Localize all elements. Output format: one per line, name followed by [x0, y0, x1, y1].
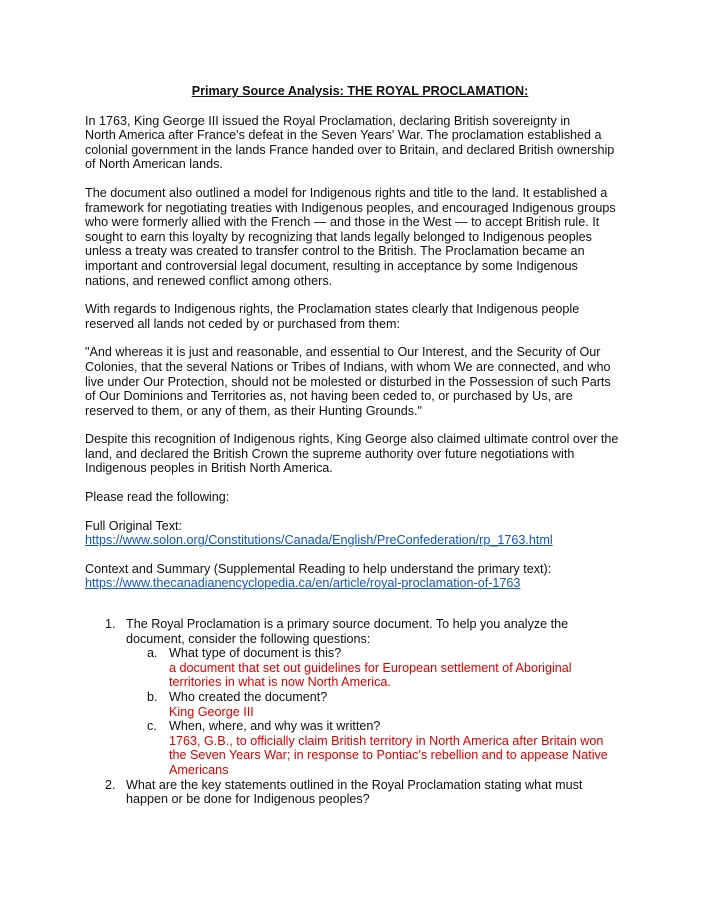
question-text: document, consider the following questions:: [126, 631, 371, 646]
answer-text: a document that set out guidelines for European settlement of Aboriginal: [169, 660, 572, 675]
question-text: happen or be done for Indigenous peoples?: [126, 792, 370, 807]
crown-control-paragraph: [85, 432, 635, 476]
context-label: Context and Summary (Supplemental Reading to help understand the primary text):: [85, 561, 552, 576]
answer-text: Americans: [169, 762, 229, 777]
text-line: With regards to Indigenous rights, the Proclamation states clearly that Indigenous people: [85, 302, 580, 317]
context-reference: [85, 562, 635, 591]
question-list: [85, 617, 635, 807]
text-line: framework for negotiating treaties with Indigenous peoples, and encouraged Indigenous groups: [85, 200, 616, 215]
text-line: In 1763, King George III issued the Royal Proclamation, declaring British sovereignty in: [85, 113, 571, 128]
please-read-label: Please read the following:: [85, 490, 230, 505]
full-text-label: Full Original Text:: [85, 518, 183, 533]
question-number: 1.: [105, 617, 116, 632]
document-body: [85, 84, 635, 807]
text-line: live under Our Protection, should not be molested or disturbed in the Possession of such Parts: [85, 374, 611, 389]
text-line: of Our Dominions and Territories as, not having been ceded to, or purchased by Us, are: [85, 389, 573, 404]
text-line: land, and declared the British Crown the supreme authority over future negotiations with: [85, 446, 575, 461]
text-line: Colonies, that the several Nations or Tribes of Indians, with whom We are connected, and who: [85, 359, 611, 374]
text-line: reserved to them, or any of them, as their Hunting Grounds.": [85, 403, 422, 418]
text-line: unless a treaty was created to transfer control to the British. The Proclamation became an: [85, 244, 585, 259]
sub-question-item: [126, 690, 635, 719]
proclamation-quote: [85, 345, 635, 418]
full-text-link[interactable]: https://www.solon.org/Constitutions/Canada/English/PreConfederation/rp_1763.html: [85, 533, 553, 548]
sub-question-list: [126, 646, 635, 777]
sub-question-letter: b.: [147, 690, 158, 704]
answer-text: territories in what is now North America.: [169, 675, 391, 690]
text-line: nations, and renewed conflict among others.: [85, 273, 333, 288]
question-number: 2.: [105, 777, 116, 792]
sub-question-letter: a.: [147, 646, 158, 661]
sub-question-item: [126, 646, 635, 690]
context-link[interactable]: https://www.thecanadianencyclopedia.ca/en/article/royal-proclamation-of-1763: [85, 576, 521, 591]
text-line: The document also outlined a model for Indigenous rights and title to the land. It established a: [85, 185, 608, 200]
text-line: "And whereas it is just and reasonable, and essential to Our Interest, and the Security of Our: [85, 345, 601, 360]
question-text: The Royal Proclamation is a primary source document. To help you analyze the: [126, 617, 569, 632]
sub-question-text: Who created the document?: [169, 690, 328, 704]
full-text-reference: [85, 519, 635, 548]
text-line: North America after France's defeat in the Seven Years' War. The proclamation established a: [85, 128, 602, 143]
text-line: colonial government in the lands France handed over to Britain, and declared British ownership: [85, 142, 615, 157]
text-line: Despite this recognition of Indigenous rights, King George also claimed ultimate control over the: [85, 432, 619, 447]
text-line: of North American lands.: [85, 157, 223, 172]
question-item: [85, 778, 635, 807]
question-item: [85, 617, 635, 778]
sub-question-text: When, where, and why was it written?: [169, 719, 381, 734]
rights-statement-paragraph: [85, 302, 635, 331]
sub-question-item: [126, 719, 635, 777]
text-line: sought to earn this loyalty by recognizing that lands legally belonged to Indigenous peoples: [85, 229, 592, 244]
text-line: reserved all lands not ceded by or purchased from them:: [85, 316, 401, 331]
answer-text: 1763, G.B., to officially claim British territory in North America after Britain won: [169, 733, 604, 748]
intro-paragraph: [85, 114, 635, 172]
document-title: Primary Source Analysis: THE ROYAL PROCLAMATION:: [191, 84, 529, 98]
text-line: who were formerly allied with the French — and those in the West — to accept British rule. It: [85, 215, 600, 230]
text-line: important and controversial legal document, resulting in acceptance by some Indigenous: [85, 258, 578, 273]
indigenous-rights-paragraph: [85, 186, 635, 288]
text-line: Indigenous peoples in British North America.: [85, 461, 333, 476]
answer-text: King George III: [169, 704, 254, 719]
question-text: What are the key statements outlined in the Royal Proclamation stating what must: [126, 777, 583, 792]
sub-question-text: What type of document is this?: [169, 646, 342, 661]
answer-text: the Seven Years War; in response to Pontiac's rebellion and to appease Native: [169, 748, 608, 763]
sub-question-letter: c.: [147, 719, 157, 734]
